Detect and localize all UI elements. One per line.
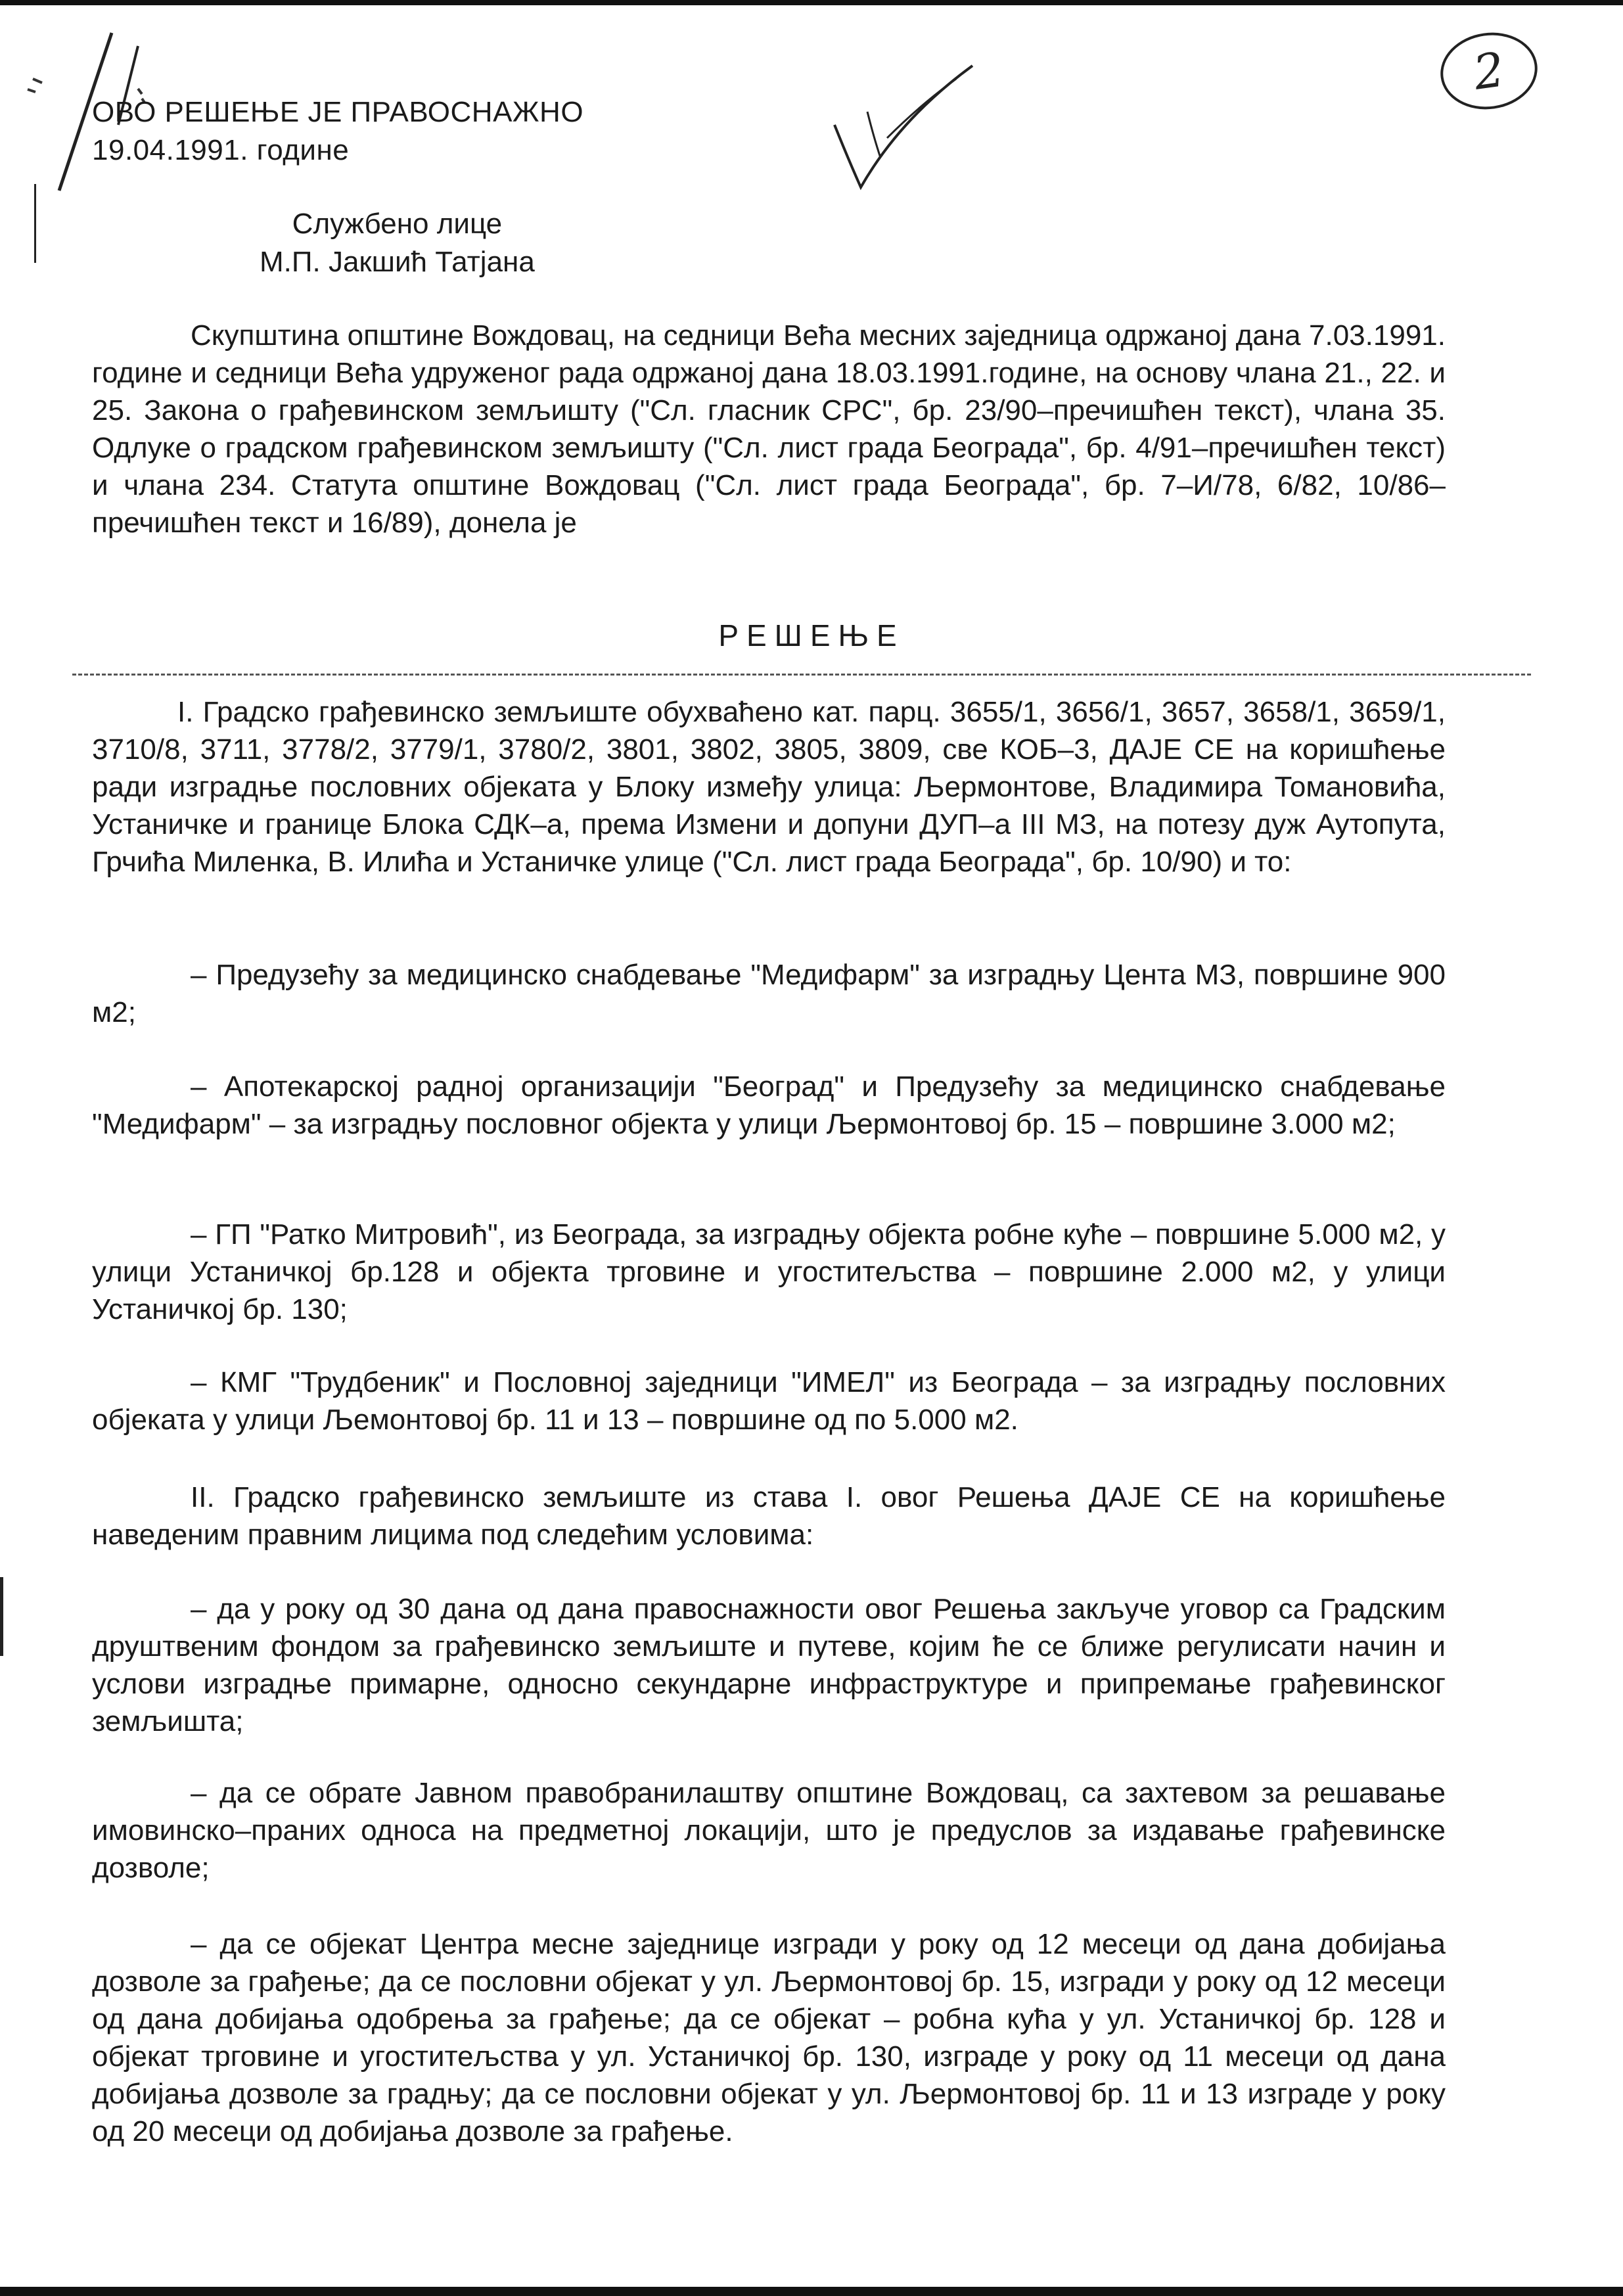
finality-stamp: [92, 93, 583, 170]
condition-item: [92, 1774, 1446, 1887]
scan-margin-mark: [0, 1577, 3, 1656]
allocation-item: [92, 1364, 1446, 1438]
checkmark-icon: [821, 59, 979, 197]
scan-bottom-edge: [0, 2287, 1623, 2296]
allocation-item-text: – ГП "Ратко Митровић", из Београда, за изградњу објекта робне куће – површине 5.000 м2, у улици Устаничкој бр.128 и објекта трговине и угоститељства – површине 2.000 м2, у улици Устаничкој бр. 130;: [92, 1218, 1446, 1325]
official-title: Службено лице: [292, 208, 503, 240]
stamp-line-1: ОВО РЕШЕЊЕ ЈЕ ПРАВОСНАЖНО: [92, 96, 584, 128]
scan-divider-line: [72, 674, 1531, 676]
document-title: РЕШЕЊЕ: [718, 618, 905, 653]
official-signature-block: [260, 205, 535, 281]
official-name: М.П. Јакшић Татјана: [260, 246, 535, 278]
condition-item-text: – да се обрате Јавном правобранилаштву општине Вождовац, са захтевом за решавање имовинско–праних односа на предметној локацији, што је предуслов за издавање грађевинске дозволе;: [92, 1777, 1446, 1884]
allocation-item: [92, 1068, 1446, 1143]
scan-top-edge: [0, 0, 1623, 5]
allocation-item: [92, 956, 1446, 1031]
allocation-item: [92, 1216, 1446, 1328]
section-2-paragraph: [92, 1479, 1446, 1553]
section-1-text: I. Градско грађевинско земљиште обухваћено кат. парц. 3655/1, 3656/1, 3657, 3658/1, 3659/1, 3710/8, 3711, 3778/2, 3779/1, 3780/2, 3801, 3802, 3805, 3809, све КОБ–3, ДАЈЕ СЕ на коришћење ради изградње пословних објеката у Блоку између улица: Љермонтове, Владимира Томановића, Устаничке и границе Блока СДК–а, према Измени и допуни ДУП–а III МЗ, на потезу дуж Аутопута, Грчића Миленка, В. Илића и Устаничке улице ("Сл. лист града Београда", бр. 10/90) и то:: [92, 696, 1446, 878]
section-2-text: II. Градско грађевинско земљиште из става I. овог Решења ДАЈЕ СЕ на коришћење наведеним правним лицима под следећим условима:: [92, 1481, 1446, 1551]
condition-item: [92, 1590, 1446, 1740]
condition-item: [92, 1925, 1446, 2150]
preamble-paragraph: [92, 317, 1446, 541]
section-1-paragraph: [92, 693, 1446, 881]
stamp-line-2: 19.04.1991. године: [92, 134, 350, 166]
page-number: 2: [1470, 41, 1508, 101]
page-number-badge: [1436, 26, 1543, 115]
allocation-item-text: – Апотекарској радној организацији "Београд" и Предузећу за медицинско снабдевање "Медифарм" – за изградњу пословног објекта у улици Љермонтовој бр. 15 – површине 3.000 м2;: [92, 1070, 1446, 1140]
preamble-text: Скупштина општине Вождовац, на седници Већа месних заједница одржаној дана 7.03.1991. године и седници Већа удруженог рада одржаној дана 18.03.1991.године, на основу члана 21., 22. и 25. Закона о грађевинском земљишту ("Сл. гласник СРС", бр. 23/90–пречишћен текст), члана 35. Одлуке о градском грађевинском земљишту ("Сл. лист града Београда", бр. 4/91–пречишћен текст) и члана 234. Статута општине Вождовац ("Сл. лист града Београда", бр. 7–И/78, 6/82, 10/86–пречишћен текст и 16/89), донела је: [92, 319, 1446, 539]
allocation-item-text: – КМГ "Трудбеник" и Пословној заједници "ИМЕЛ" из Београда – за изградњу пословних објеката у улици Љемонтовој бр. 11 и 13 – површине од по 5.000 м2.: [92, 1366, 1446, 1436]
allocation-item-text: – Предузећу за медицинско снабдевање "Медифарм" за изградњу Цента МЗ, површине 900 м2;: [92, 959, 1446, 1028]
condition-item-text: – да у року од 30 дана од дана правоснажности овог Решења закључе уговор са Градским друштвеним фондом за грађевинско земљиште и путеве, којим ће се ближе регулисати начин и услови изградње примарне, односно секундарне инфраструктуре и припремање грађевинског земљишта;: [92, 1593, 1446, 1737]
condition-item-text: – да се објекат Центра месне заједнице изгради у року од 12 месеци од дана добијања дозволе за грађење; да се пословни објекат у ул. Љермонтовој бр. 15, изгради у року од 12 месеци од дана добијања одобрења за грађење; да се објекат – робна кућа у ул. Устаничкој бр. 128 и објекат трговине и угоститељства у ул. Устаничкој бр. 130, изграде у року од 11 месеци од дана добијања дозволе за градњу; да се пословни објекат у ул. Љермонтовој бр. 11 и 13 изграде у року од 20 месеци од добијања дозволе за грађење.: [92, 1928, 1446, 2147]
